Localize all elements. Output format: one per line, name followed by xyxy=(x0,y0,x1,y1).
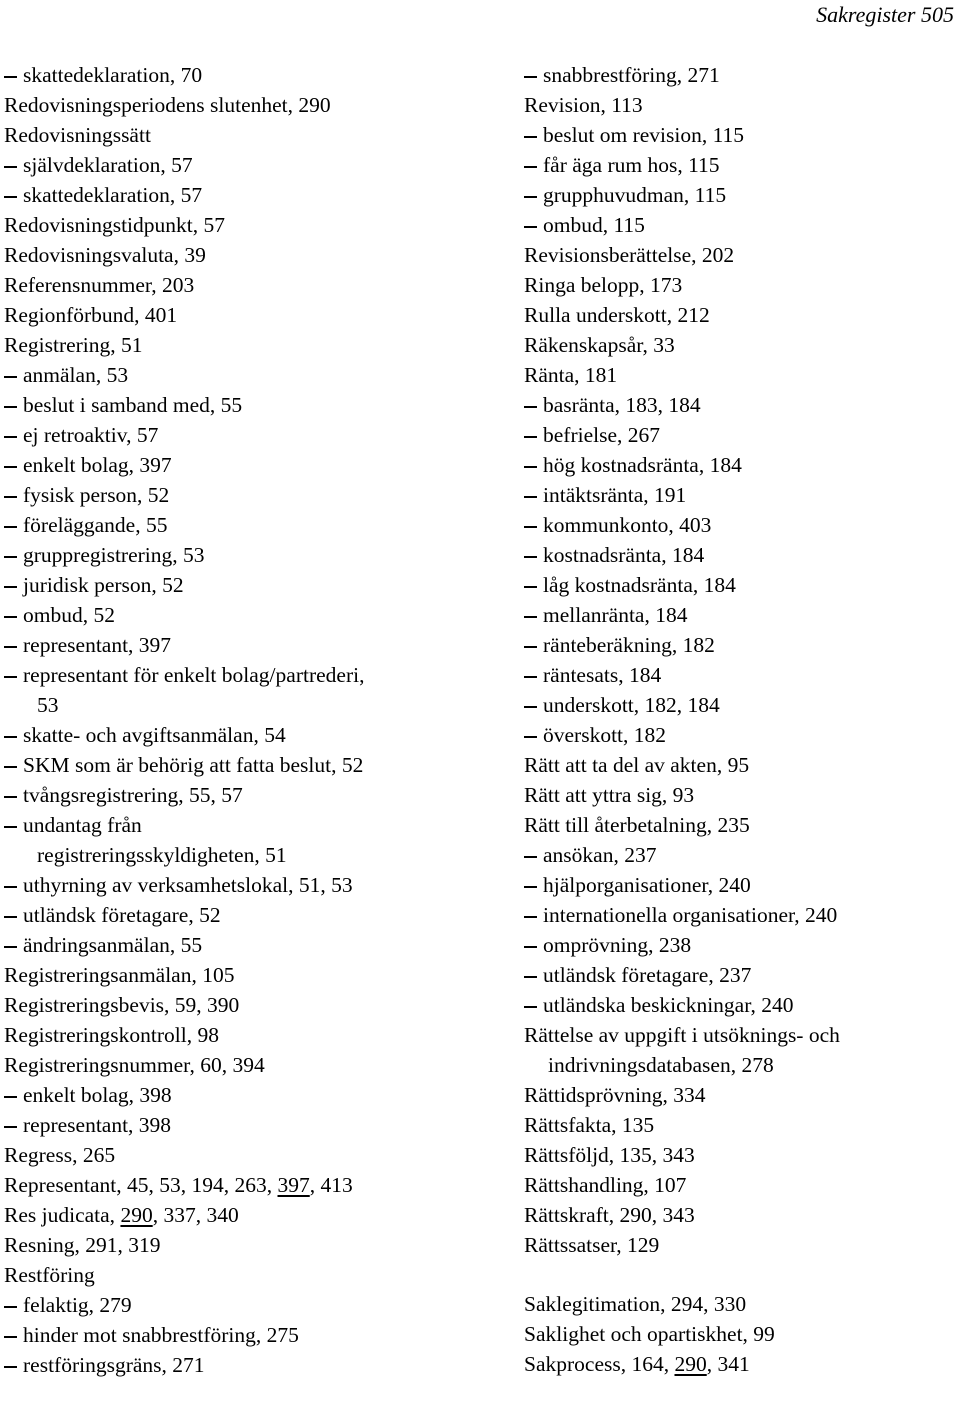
index-entry: Rättelse av uppgift i utsöknings- och xyxy=(524,1023,840,1047)
index-entry: Rätt till återbetalning, 235 xyxy=(524,813,750,837)
index-entry xyxy=(4,1170,474,1200)
index-subentry: utländska beskickningar, 240 xyxy=(524,990,954,1020)
index-entry: Rättssatser, 129 xyxy=(524,1233,660,1257)
index-entry: Regress, 265 xyxy=(4,1143,116,1167)
entry-text-part: Sakprocess, 164, xyxy=(524,1352,675,1376)
index-entry: Ränta, 181 xyxy=(524,363,618,387)
index-entry: Saklighet och opartiskhet, 99 xyxy=(524,1322,775,1346)
underlined-page-ref: 290 xyxy=(120,1203,153,1227)
index-subentry: utländsk företagare, 52 xyxy=(4,900,474,930)
index-subentry: kostnadsränta, 184 xyxy=(524,540,954,570)
entry-text-part: , 341 xyxy=(706,1352,750,1376)
index-subentry: restföringsgräns, 271 xyxy=(4,1350,474,1380)
index-subentry: hjälporganisationer, 240 xyxy=(524,870,954,900)
index-subentry: ränteberäkning, 182 xyxy=(524,630,954,660)
index-subentry: snabbrestföring, 271 xyxy=(524,60,954,90)
index-entry: Regionförbund, 401 xyxy=(4,303,178,327)
index-subentry: representant, 397 xyxy=(4,630,474,660)
index-subentry: beslut i samband med, 55 xyxy=(4,390,474,420)
index-entry: Revision, 113 xyxy=(524,93,643,117)
index-subentry: självdeklaration, 57 xyxy=(4,150,474,180)
index-entry: Restföring xyxy=(4,1263,95,1287)
index-entry: Ringa belopp, 173 xyxy=(524,273,683,297)
index-subentry: räntesats, 184 xyxy=(524,660,954,690)
index-subentry: tvångsregistrering, 55, 57 xyxy=(4,780,474,810)
index-subentry: enkelt bolag, 397 xyxy=(4,450,474,480)
index-subentry: uthyrning av verksamhetslokal, 51, 53 xyxy=(4,870,474,900)
underlined-page-ref: 290 xyxy=(674,1352,707,1376)
index-subentry: mellanränta, 184 xyxy=(524,600,954,630)
entry-text-part: , 337, 340 xyxy=(152,1203,239,1227)
index-subentry: omprövning, 238 xyxy=(524,930,954,960)
index-subentry: beslut om revision, 115 xyxy=(524,120,954,150)
index-subentry: enkelt bolag, 398 xyxy=(4,1080,474,1110)
index-subentry: får äga rum hos, 115 xyxy=(524,150,954,180)
index-entry: Redovisningsperiodens slutenhet, 290 xyxy=(4,93,331,117)
index-entry: Redovisningsvaluta, 39 xyxy=(4,243,206,267)
index-subentry: befrielse, 267 xyxy=(524,420,954,450)
index-subentry: ej retroaktiv, 57 xyxy=(4,420,474,450)
index-entry: Referensnummer, 203 xyxy=(4,273,195,297)
index-entry-continuation: registreringsskyldigheten, 51 xyxy=(37,843,287,867)
index-entry: Registreringsanmälan, 105 xyxy=(4,963,235,987)
index-subentry: ansökan, 237 xyxy=(524,840,954,870)
index-subentry: felaktig, 279 xyxy=(4,1290,474,1320)
index-subentry: ombud, 52 xyxy=(4,600,474,630)
index-subentry: intäktsränta, 191 xyxy=(524,480,954,510)
index-subentry: representant, 398 xyxy=(4,1110,474,1140)
index-entry: Redovisningstidpunkt, 57 xyxy=(4,213,225,237)
index-entry: Rätt att yttra sig, 93 xyxy=(524,783,695,807)
index-subentry: överskott, 182 xyxy=(524,720,954,750)
index-subentry: fysisk person, 52 xyxy=(4,480,474,510)
index-entry: Rättskraft, 290, 343 xyxy=(524,1203,695,1227)
index-entry-continuation: indrivningsdatabasen, 278 xyxy=(548,1053,774,1077)
index-subentry: ombud, 115 xyxy=(524,210,954,240)
index-subentry: representant för enkelt bolag/partrederi, xyxy=(4,660,474,690)
index-entry: Saklegitimation, 294, 330 xyxy=(524,1292,747,1316)
index-subentry: kommunkonto, 403 xyxy=(524,510,954,540)
index-subentry: hinder mot snabbrestföring, 275 xyxy=(4,1320,474,1350)
index-subentry: internationella organisationer, 240 xyxy=(524,900,954,930)
entry-text-part: , 413 xyxy=(309,1173,353,1197)
index-subentry: låg kostnadsränta, 184 xyxy=(524,570,954,600)
index-subentry: utländsk företagare, 237 xyxy=(524,960,954,990)
index-entry: Registreringsbevis, 59, 390 xyxy=(4,993,240,1017)
index-entry: Rättshandling, 107 xyxy=(524,1173,687,1197)
index-entry: Revisionsberättelse, 202 xyxy=(524,243,735,267)
index-entry: Räkenskapsår, 33 xyxy=(524,333,675,357)
running-head: Sakregister 505 xyxy=(816,2,954,27)
index-subentry: grupphuvudman, 115 xyxy=(524,180,954,210)
index-subentry: anmälan, 53 xyxy=(4,360,474,390)
index-entry: Rätt att ta del av akten, 95 xyxy=(524,753,750,777)
index-subentry: basränta, 183, 184 xyxy=(524,390,954,420)
index-entry: Rättsföljd, 135, 343 xyxy=(524,1143,695,1167)
index-entry: Rättsfakta, 135 xyxy=(524,1113,655,1137)
index-subentry: gruppregistrering, 53 xyxy=(4,540,474,570)
index-subentry: ändringsanmälan, 55 xyxy=(4,930,474,960)
index-column-left xyxy=(4,60,474,1380)
index-column-right xyxy=(524,60,954,1379)
index-subentry: hög kostnadsränta, 184 xyxy=(524,450,954,480)
index-entry: Resning, 291, 319 xyxy=(4,1233,161,1257)
index-entry xyxy=(4,1200,474,1230)
index-entry: Rättidsprövning, 334 xyxy=(524,1083,706,1107)
index-subentry: underskott, 182, 184 xyxy=(524,690,954,720)
index-subentry: föreläggande, 55 xyxy=(4,510,474,540)
index-entry: Registreringskontroll, 98 xyxy=(4,1023,219,1047)
index-entry-continuation: 53 xyxy=(37,693,59,717)
index-subentry: skattedeklaration, 57 xyxy=(4,180,474,210)
index-subentry: juridisk person, 52 xyxy=(4,570,474,600)
underlined-page-ref: 397 xyxy=(277,1173,310,1197)
index-entry: Registrering, 51 xyxy=(4,333,143,357)
index-subentry: SKM som är behörig att fatta beslut, 52 xyxy=(4,750,474,780)
index-entry: Registreringsnummer, 60, 394 xyxy=(4,1053,265,1077)
index-entry: Rulla underskott, 212 xyxy=(524,303,710,327)
index-subentry: undantag från xyxy=(4,810,474,840)
entry-text-part: Representant, 45, 53, 194, 263, xyxy=(4,1173,278,1197)
index-entry: Redovisningssätt xyxy=(4,123,151,147)
index-subentry: skatte- och avgiftsanmälan, 54 xyxy=(4,720,474,750)
entry-text-part: Res judicata, xyxy=(4,1203,121,1227)
index-subentry: skattedeklaration, 70 xyxy=(4,60,474,90)
index-entry xyxy=(524,1349,954,1379)
